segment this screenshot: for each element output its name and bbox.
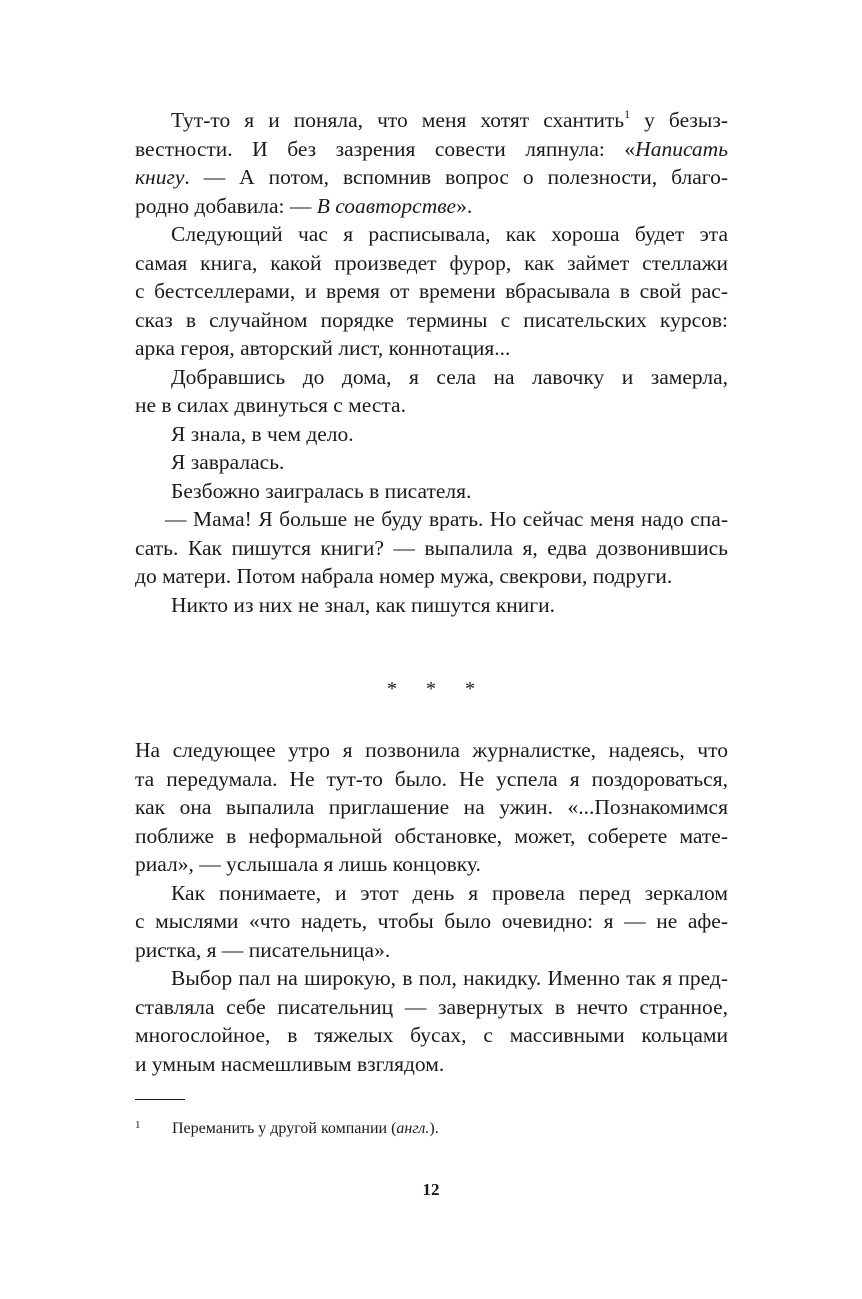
footnote-tail: ). bbox=[429, 1120, 439, 1137]
text-line: многослойное, в тяжелых бусах, с массивными кольцами bbox=[135, 1023, 728, 1047]
text-line: как она выпалила приглашение на ужин. «...Познакомимся bbox=[135, 795, 728, 819]
text-line: с бестселлерами, и время от времени вбрасывала в свой рас- bbox=[135, 279, 728, 303]
text-line: сать. Как пишутся книги? — выпалила я, едва дозвонившись bbox=[135, 535, 728, 560]
text-line: родно добавила: — В соавторстве». bbox=[135, 193, 473, 218]
text-line: та передумала. Не тут-то было. Не успела я поздороваться, bbox=[135, 766, 728, 791]
section-separator: * * * bbox=[387, 678, 475, 700]
text-line: Я знала, в чем дело. bbox=[171, 421, 354, 446]
text-line: самая книга, какой произведет фурор, как займет стеллажи bbox=[135, 250, 728, 275]
text-line: — Мама! Я больше не буду врать. Но сейчас меня надо спа- bbox=[165, 507, 728, 531]
page-number: 12 bbox=[422, 1180, 440, 1199]
text-line: ристка, я — писательница». bbox=[135, 937, 391, 962]
text-line: ставляла себе писательниц — завернутых в нечто странное, bbox=[135, 994, 728, 1019]
text-line: Как понимаете, и этот день я провела перед зеркалом bbox=[171, 880, 728, 905]
text-line: книгу. — А потом, вспомнив вопрос о полезности, благо- bbox=[135, 165, 728, 189]
footnote: 1 Переманить у другой компании (англ.). bbox=[135, 1119, 439, 1137]
text-line: Я завралась. bbox=[171, 450, 285, 474]
text-line: Выбор пал на широкую, в пол, накидку. Именно так я пред- bbox=[171, 966, 728, 990]
text-line: Добравшись до дома, я села на лавочку и замерла, bbox=[171, 364, 728, 389]
text-line: Безбожно заигралась в писателя. bbox=[171, 478, 472, 503]
text-line: Следующий час я расписывала, как хороша будет эта bbox=[171, 222, 728, 246]
text-line: с мыслями «что надеть, чтобы было очевидно: я — не афе- bbox=[135, 909, 728, 933]
text-line: риал», — услышала я лишь концовку. bbox=[135, 852, 481, 876]
text-line: до матери. Потом набрала номер мужа, свекрови, подруги. bbox=[135, 564, 673, 588]
text-line: Тут-то я и поняла, что меня хотят схантить$^1$ у безыз- bbox=[171, 107, 728, 132]
footnote-divider bbox=[135, 1099, 185, 1100]
text-line: и умным насмешливым взглядом. bbox=[135, 1051, 445, 1076]
main-text-block-2 bbox=[135, 736, 728, 1078]
footnote-ref: 1 bbox=[624, 107, 631, 121]
text-line: Никто из них не знал, как пишутся книги. bbox=[171, 592, 555, 617]
text-line: арка героя, авторский лист, коннотация... bbox=[135, 336, 511, 360]
text-line: вестности. И без зазрения совести ляпнула: «Написать bbox=[135, 136, 728, 161]
main-text-block-1 bbox=[135, 106, 728, 619]
text-line: На следующее утро я позвонила журналистке, надеясь, что bbox=[135, 738, 728, 762]
footnote-abbrev: англ. bbox=[396, 1120, 430, 1137]
text-line: не в силах двинуться с места. bbox=[135, 393, 406, 417]
footnote-text: Переманить у другой компании ( bbox=[172, 1120, 397, 1137]
text-line: сказ в случайном порядке термины с писательских курсов: bbox=[135, 307, 728, 332]
text-line: поближе в неформальной обстановке, может, соберете мате- bbox=[135, 823, 728, 848]
